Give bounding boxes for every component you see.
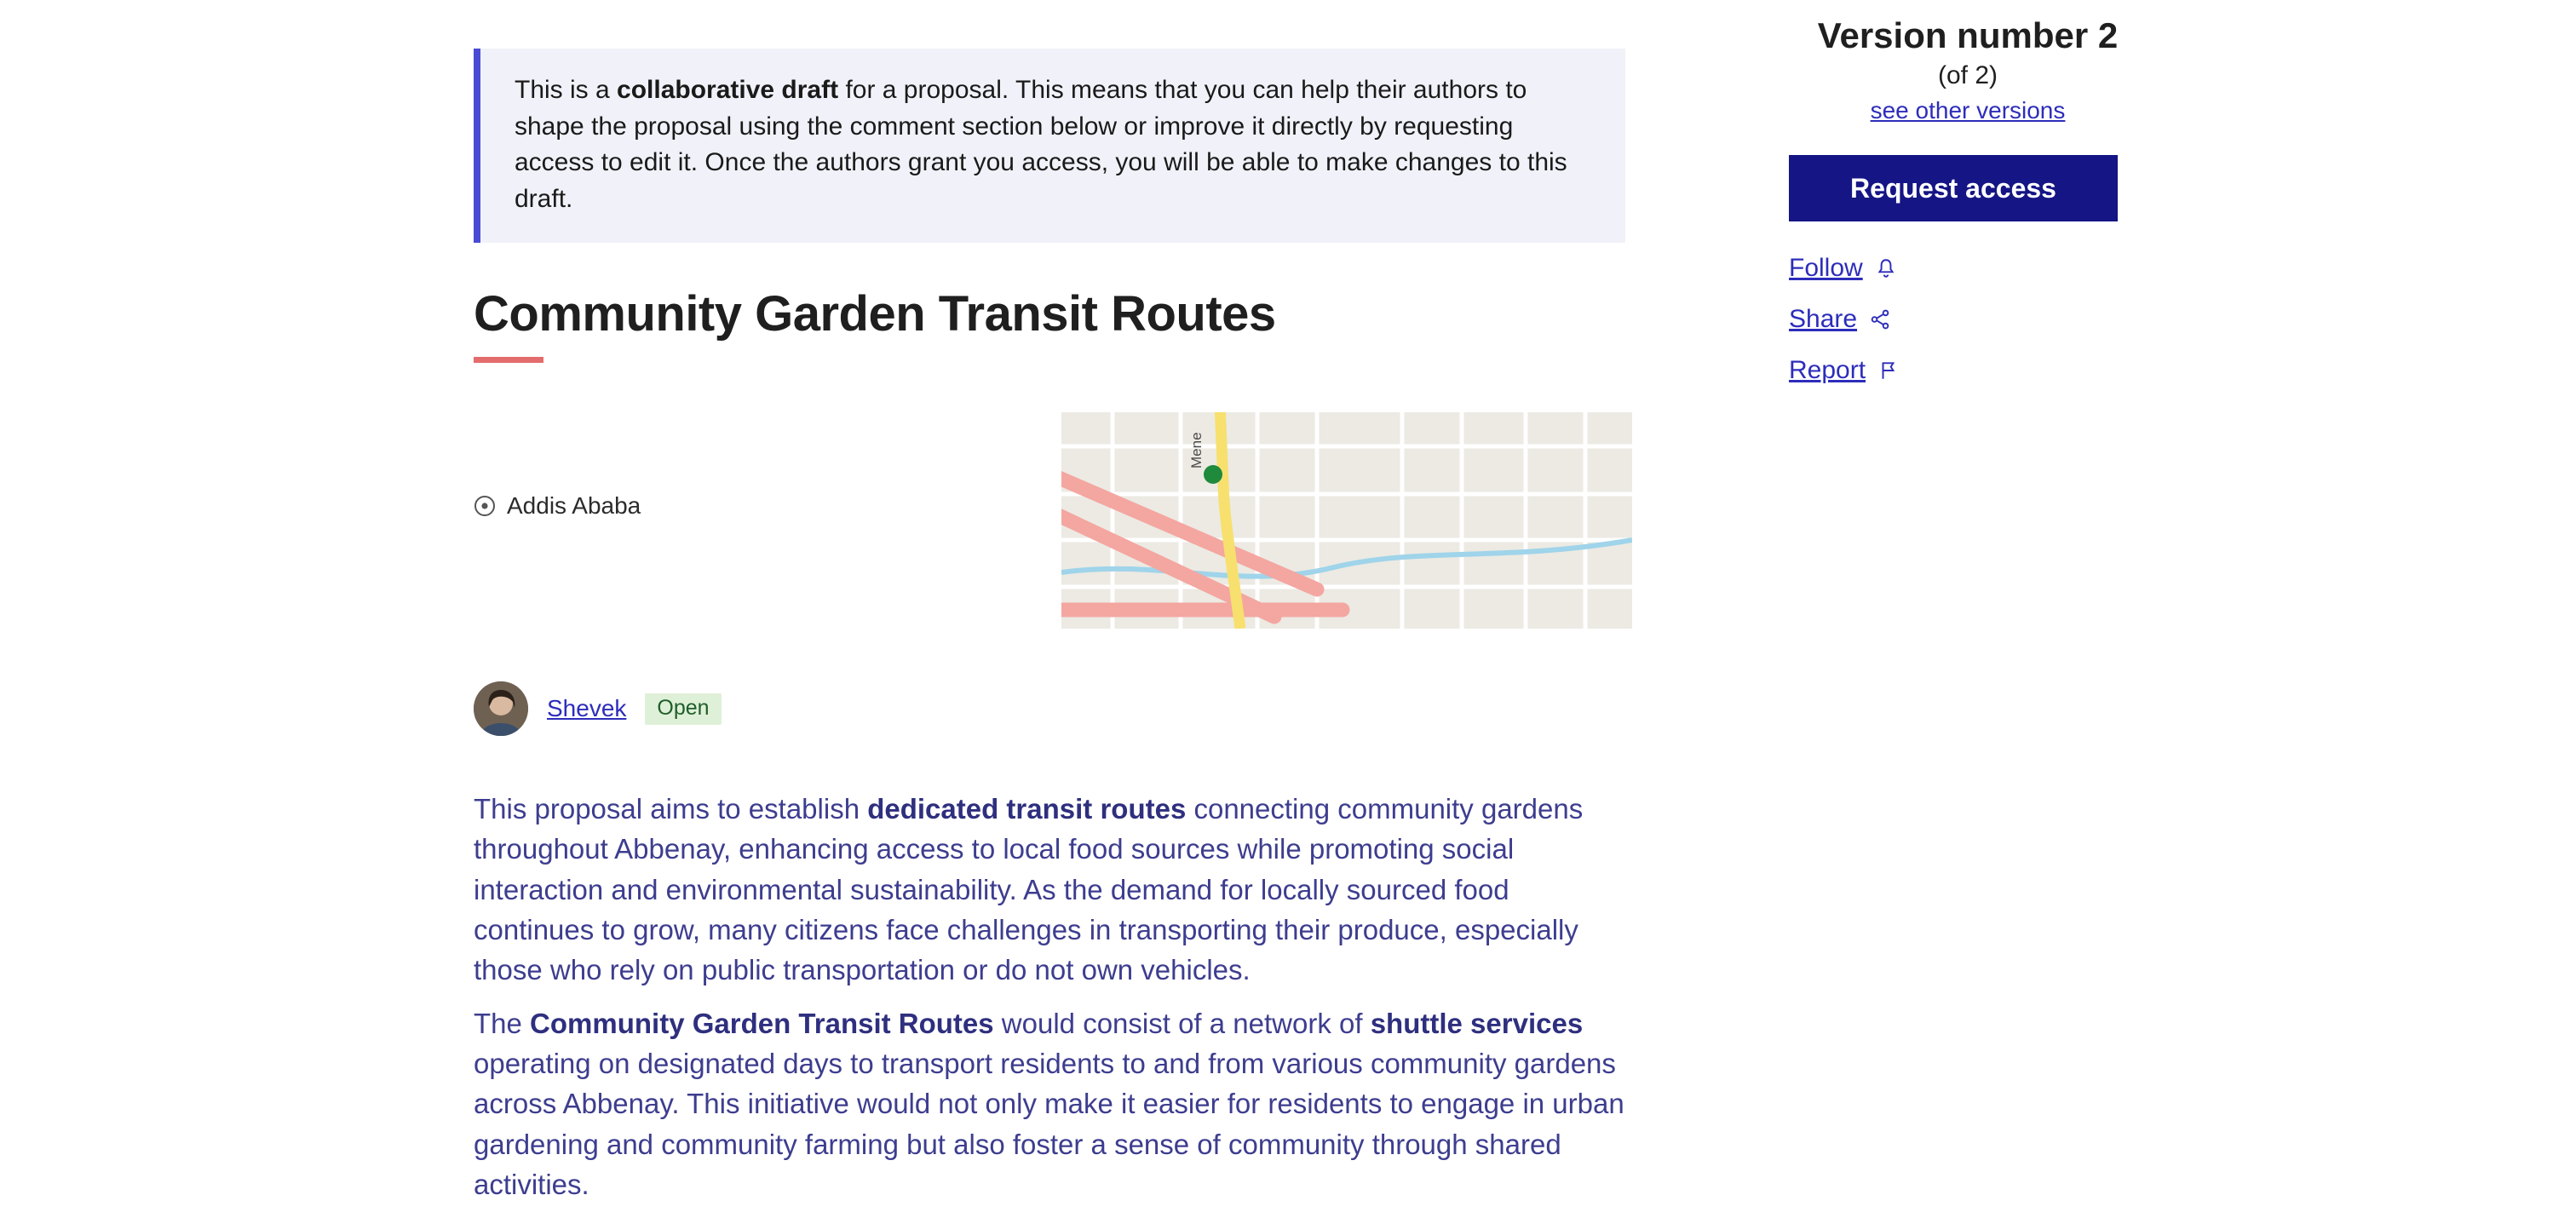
emphasis-text: shuttle services <box>1370 1008 1584 1040</box>
follow-action[interactable] <box>1789 254 1897 283</box>
request-access-button[interactable]: Request access <box>1789 155 2118 221</box>
title-underline-rule <box>474 357 543 363</box>
body-text-run: The <box>474 1008 531 1040</box>
share-icon <box>1869 308 1891 330</box>
body-text-run: would consist of a network of <box>993 1008 1371 1040</box>
notice-bold-text: collaborative draft <box>617 76 839 104</box>
map-street-label: Mene <box>1188 432 1205 469</box>
emphasis-text: dedicated transit routes <box>867 793 1187 825</box>
location-label <box>474 492 641 520</box>
report-action[interactable] <box>1789 356 1900 385</box>
map-pin-icon <box>474 495 496 517</box>
status-badge: Open <box>645 693 721 725</box>
sidebar <box>1789 0 2147 407</box>
location-text: Addis Ababa <box>507 492 641 520</box>
author-link[interactable]: Shevek <box>547 695 627 722</box>
location-map[interactable] <box>1061 412 1632 629</box>
paragraph-2 <box>474 1003 1628 1204</box>
emphasis-text: Community Garden Transit Routes <box>530 1008 994 1040</box>
flag-icon <box>1877 359 1900 382</box>
map-marker-icon <box>1204 465 1222 484</box>
collaborative-draft-notice <box>474 49 1625 243</box>
media-row <box>474 412 1649 642</box>
proposal-body <box>474 789 1628 1204</box>
body-text-run: This proposal aims to establish <box>474 793 868 825</box>
follow-label: Follow <box>1789 254 1863 283</box>
report-label: Report <box>1789 356 1866 385</box>
bell-icon <box>1875 257 1897 279</box>
main-content <box>474 0 1649 1218</box>
body-text-run: operating on designated days to transport residents to and from various community gardens across Abbenay. This initiative would not only make it easier for residents to engage in urban gardening and community farming but also foster a sense of community through shared activities. <box>474 1048 1624 1200</box>
version-title: Version number 2 <box>1817 15 2119 55</box>
see-other-versions-link[interactable]: see other versions <box>1870 97 2066 124</box>
body-text-run: connecting community gardens throughout Abbenay, enhancing access to local food sources while promoting social interaction and environmental sustainability. As the demand for locally sourced food continues to grow, many citizens face challenges in transporting their produce, especially those who rely on public transportation or do not own vehicles. <box>474 793 1584 985</box>
share-label: Share <box>1789 305 1858 334</box>
version-count: (of 2) <box>1937 61 1998 90</box>
notice-lead-text: This is a <box>515 76 618 104</box>
sidebar-actions <box>1789 254 2147 385</box>
avatar[interactable] <box>474 681 528 736</box>
notice-rest-text: for a proposal. This means that you can help their authors to shape the proposal using the comment section below or improve it directly by requesting access to edit it. Once the authors grant you access, you will be able to make changes to this draft. <box>515 76 1567 213</box>
page-title: Community Garden Transit Routes <box>474 286 1276 342</box>
paragraph-1 <box>474 789 1628 990</box>
author-row <box>474 681 1649 736</box>
share-action[interactable] <box>1789 305 1891 334</box>
